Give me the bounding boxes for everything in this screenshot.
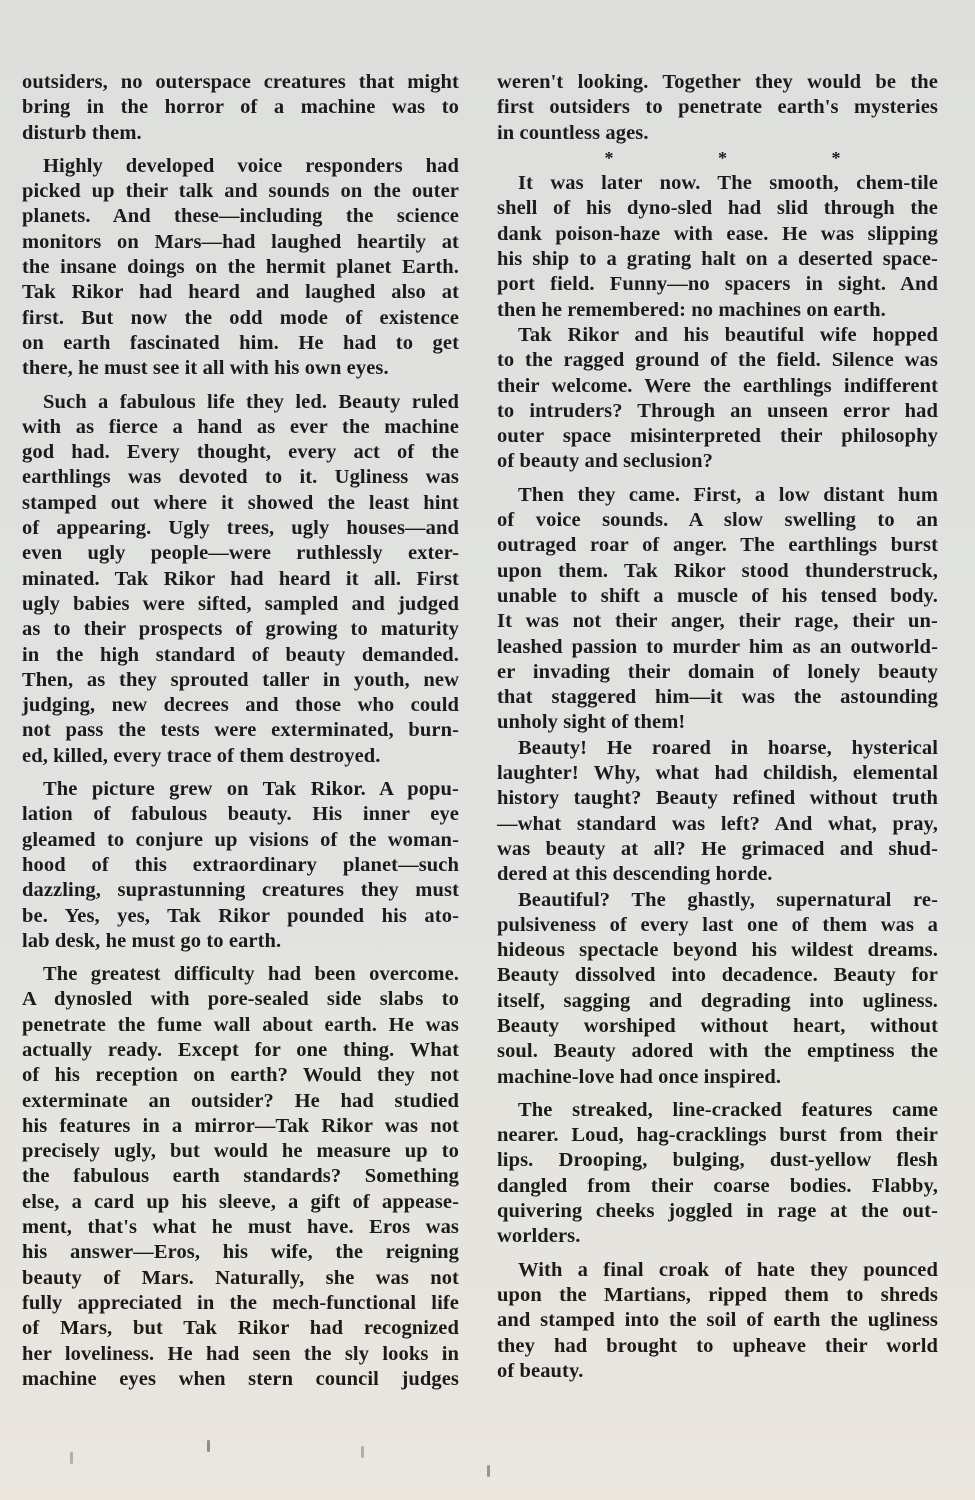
text-line: unholy sight of them! (497, 711, 686, 734)
text-line: disturb them. (22, 121, 142, 144)
text-line: as to their prospects of growing to maturity (22, 618, 459, 641)
text-line: port field. Funny—no spacers in sight. And (497, 273, 938, 296)
paragraph (22, 154, 459, 382)
print-speck (70, 1452, 73, 1464)
text-line: er invading their domain of lonely beauty (497, 660, 938, 683)
text-line: of beauty and seclusion? (497, 450, 713, 473)
text-line: monitors on Mars—had laughed heartily at (22, 230, 459, 253)
text-line: It was later now. The smooth, chem-tile (518, 172, 938, 195)
text-line: worlders. (497, 1225, 581, 1248)
print-speck (487, 1465, 490, 1477)
left-text-column (22, 70, 459, 1400)
text-line: laughter! Why, what had childish, elemental (497, 762, 938, 785)
text-line: soul. Beauty adored with the emptiness the (497, 1040, 938, 1063)
text-line: precisely ugly, but would he measure up to (22, 1140, 459, 1163)
text-line: history taught? Beauty refined without truth (497, 787, 938, 810)
paragraph (22, 390, 459, 769)
text-line: that staggered him—it was the astounding (497, 686, 938, 709)
text-line: lation of fabulous beauty. His inner eye (22, 803, 459, 826)
text-line: leashed passion to murder him as an outworld- (497, 635, 938, 658)
text-line: they had brought to upheave their world (497, 1334, 938, 1357)
text-line: with as fierce a hand as ever the machine (22, 415, 459, 438)
text-line: first outsiders to penetrate earth's mysteries (497, 96, 938, 119)
text-line: Such a fabulous life they led. Beauty ruled (43, 390, 459, 413)
text-line: god had. Every thought, every act of the (22, 441, 459, 464)
paragraph (497, 323, 938, 475)
text-line: Beauty! He roared in hoarse, hysterical (518, 736, 938, 759)
paragraph (497, 70, 938, 146)
text-line: The streaked, line-cracked features came (518, 1098, 938, 1121)
text-line: Tak Rikor had heard and laughed also at (22, 281, 459, 304)
text-line: on earth fascinated him. He had to get (22, 331, 459, 354)
text-line: picked up their talk and sounds on the outer (22, 180, 459, 203)
text-line: even ugly people—were ruthlessly exter- (22, 542, 459, 565)
text-line: dered at this descending horde. (497, 863, 773, 886)
text-line: ugly babies were sifted, sampled and judged (22, 592, 459, 615)
text-line: the fabulous earth standards? Something (22, 1165, 459, 1188)
text-line: Then they came. First, a low distant hum (518, 483, 938, 506)
text-line: machine-love had once inspired. (497, 1065, 782, 1088)
text-line: The greatest difficulty had been overcome. (43, 963, 459, 986)
text-line: not pass the tests were exterminated, burn- (22, 719, 459, 742)
paragraph (497, 483, 938, 736)
print-speck (207, 1440, 210, 1452)
text-line: there, he must see it all with his own eyes. (22, 357, 389, 380)
text-line: judging, new decrees and those who could (22, 694, 459, 717)
text-line: in the high standard of beauty demanded. (22, 643, 459, 666)
section-separator: * * * (604, 147, 891, 168)
text-line: then he remembered: no machines on earth. (497, 298, 886, 321)
text-line: ed, killed, every trace of them destroyed. (22, 744, 381, 767)
text-line: pulsiveness of every last one of them was a (497, 913, 938, 936)
text-line: Tak Rikor and his beautiful wife hopped (518, 323, 938, 346)
text-line: outraged roar of anger. The earthlings burst (497, 534, 938, 557)
text-line: ment, that's what he must have. Eros was (22, 1216, 459, 1239)
text-line: the insane doings on the hermit planet Earth. (22, 256, 459, 279)
paragraph (497, 888, 938, 1090)
text-line: Then, as they sprouted taller in youth, new (22, 668, 459, 691)
text-line: lab desk, he must go to earth. (22, 929, 282, 952)
text-line: weren't looking. Together they would be the (497, 71, 938, 93)
text-line: beauty of Mars. Naturally, she was not (22, 1266, 459, 1289)
print-speck (361, 1446, 364, 1458)
text-line: hood of this extraordinary planet—such (22, 853, 459, 876)
text-line: lips. Drooping, bulging, dust-yellow flesh (497, 1149, 938, 1172)
text-line: to intruders? Through an unseen error had (497, 399, 938, 422)
text-line: With a final croak of hate they pounced (518, 1258, 938, 1281)
text-line: Beauty worshiped without heart, without (497, 1014, 938, 1037)
text-line: in countless ages. (497, 121, 649, 144)
text-line: be. Yes, yes, Tak Rikor pounded his ato- (22, 904, 459, 927)
text-line: itself, sagging and degrading into ugliness. (497, 989, 938, 1012)
text-line: of voice sounds. A slow swelling to an (497, 509, 938, 532)
text-line: shell of his dyno-sled had slid through the (497, 197, 938, 220)
text-line: his features in a mirror—Tak Rikor was not (22, 1114, 459, 1137)
text-line: upon the Martians, ripped them to shreds (497, 1283, 938, 1306)
text-line: was beauty at all? He grimaced and shud- (497, 837, 938, 860)
paragraph (497, 736, 938, 888)
text-line: else, a card up his sleeve, a gift of appease- (22, 1190, 459, 1213)
paragraph (497, 171, 938, 323)
text-line: —what standard was left? And what, pray, (497, 812, 938, 835)
text-line: actually ready. Except for one thing. What (22, 1038, 459, 1061)
paragraph (22, 70, 459, 146)
text-line: Beauty dissolved into decadence. Beauty for (497, 964, 938, 987)
text-line: hideous spectacle beyond his wildest dreams. (497, 939, 938, 962)
paragraph (497, 1258, 938, 1384)
text-line: upon them. Tak Rikor stood thunderstruck, (497, 559, 938, 582)
text-line: bring in the horror of a machine was to (22, 96, 459, 119)
text-line: their welcome. Were the earthlings indifferent (497, 374, 938, 397)
text-line: It was not their anger, their rage, their un- (497, 610, 938, 633)
text-line: fully appreciated in the mech-functional life (22, 1291, 459, 1314)
text-line: Beautiful? The ghastly, supernatural re- (518, 888, 938, 911)
text-line: his ship to a grating halt on a deserted space- (497, 248, 938, 271)
text-line: unable to shift a muscle of his tensed body. (497, 584, 938, 607)
text-line: to the ragged ground of the field. Silence was (497, 349, 938, 372)
text-line: machine eyes when stern council judges (22, 1367, 459, 1390)
text-line: of Mars, but Tak Rikor had recognized (22, 1317, 459, 1340)
text-line: his answer—Eros, his wife, the reigning (22, 1241, 459, 1264)
text-line: nearer. Loud, hag-cracklings burst from their (497, 1124, 938, 1147)
text-line: Highly developed voice responders had (43, 154, 459, 177)
text-line: quivering cheeks joggled in rage at the out- (497, 1200, 938, 1223)
text-line: dangled from their coarse bodies. Flabby, (497, 1174, 938, 1197)
paragraph (22, 777, 459, 954)
text-line: earthlings was devoted to it. Ugliness was (22, 466, 459, 489)
text-line: of his reception on earth? Would they not (22, 1064, 459, 1087)
text-line: outer space misinterpreted their philosophy (497, 425, 938, 448)
text-line: penetrate the fume wall about earth. He was (22, 1013, 459, 1036)
text-line: of beauty. (497, 1359, 584, 1382)
text-line: The picture grew on Tak Rikor. A popu- (43, 778, 459, 801)
text-line: planets. And these—including the science (22, 205, 459, 228)
text-line: and stamped into the soil of earth the ugliness (497, 1309, 938, 1332)
text-line: outsiders, no outerspace creatures that might (22, 71, 459, 93)
text-line: A dynosled with pore-sealed side slabs to (22, 988, 459, 1011)
text-line: gleamed to conjure up visions of the woman- (22, 828, 459, 851)
paragraph (497, 1098, 938, 1250)
text-line: first. But now the odd mode of existence (22, 306, 459, 329)
right-text-column (497, 70, 938, 1392)
text-line: of appearing. Ugly trees, ugly houses—and (22, 517, 459, 540)
text-line: her loveliness. He had seen the sly looks in (22, 1342, 459, 1365)
text-line: stamped out where it showed the least hint (22, 491, 459, 514)
text-line: minated. Tak Rikor had heard it all. First (22, 567, 459, 590)
text-line: dazzling, suprastunning creatures they must (22, 879, 459, 902)
text-line: exterminate an outsider? He had studied (22, 1089, 459, 1112)
text-line: dank poison-haze with ease. He was slipping (497, 222, 938, 245)
paragraph (22, 962, 459, 1392)
